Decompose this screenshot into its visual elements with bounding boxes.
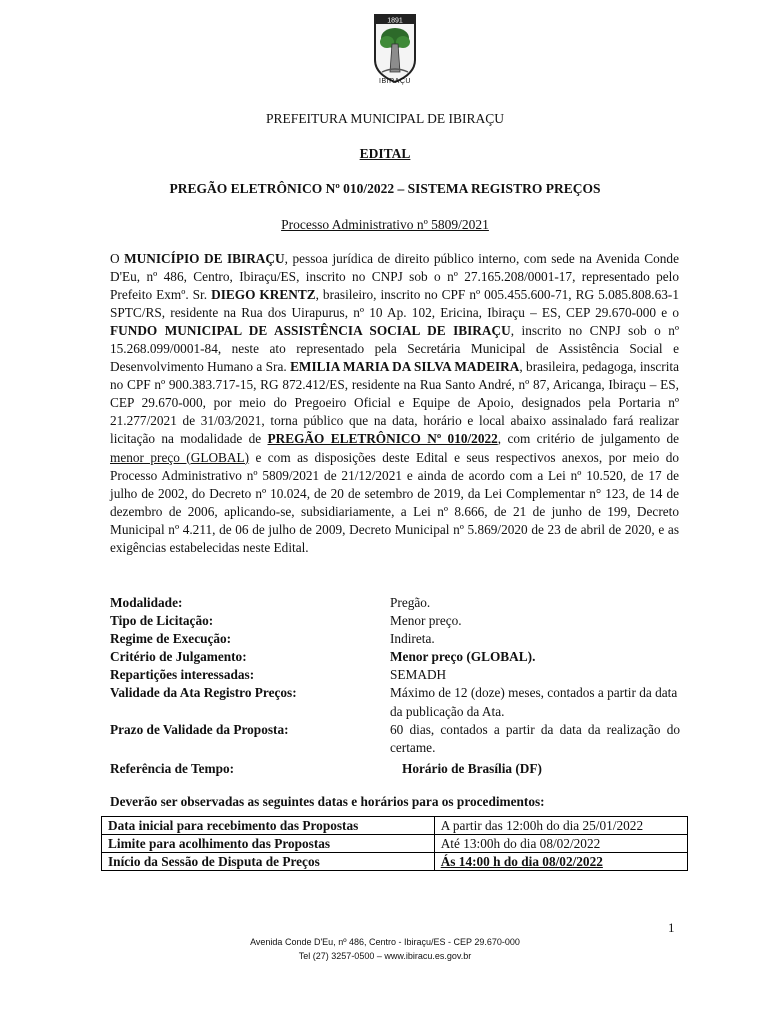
- info-value: Máximo de 12 (doze) meses, contados a partir da data da publicação da Ata.: [390, 685, 678, 719]
- prefeito-name: DIEGO KRENTZ: [211, 287, 316, 303]
- date-label: Data inicial para recebimento das Propostas: [102, 817, 435, 835]
- info-value: 60 dias, contados a partir da data da realização do certame.: [390, 721, 680, 755]
- info-row: [110, 721, 680, 757]
- table-row: [102, 835, 688, 853]
- table-row: [102, 853, 688, 871]
- bidding-info-list: [110, 594, 680, 778]
- info-value: Menor preço.: [390, 613, 462, 629]
- info-label: Regime de Execução:: [110, 631, 232, 647]
- info-label: Modalidade:: [110, 595, 183, 610]
- info-label: Validade da Ata Registro Preços:: [110, 685, 297, 701]
- document-type-title: EDITAL: [359, 146, 411, 161]
- info-row: [110, 630, 680, 648]
- info-label: Repartições interessadas:: [110, 667, 255, 683]
- footer-contact: Tel (27) 3257-0500 – www.ibiracu.es.gov.br: [298, 951, 472, 961]
- process-number: Processo Administrativo nº 5809/2021: [281, 217, 489, 232]
- logo-year: 1891: [387, 17, 403, 25]
- info-label: Critério de Julgamento:: [110, 649, 247, 665]
- date-value: A partir das 12:00h do dia 25/01/2022: [434, 817, 687, 835]
- intro-paragraph: O MUNICÍPIO DE IBIRAÇU, pessoa jurídica de direito público interno, com sede na Avenida Conde D'Eu, nº 486, Centro, Ibiraçu/ES, inscrito no CNPJ sob o nº 27.165.208/0001-17, representado pelo Prefeito Exmº. Sr. DIEGO KRENTZ, brasileiro, inscrito no CPF nº 005.455.600-71, RG 5.085.808.63-1 SPTC/RS, residente na Rua dos Uirapurus, nº 10 Ap. 102, Ericina, Ibiraçu – ES, CEP 29.670-000 e o FUNDO MUNICIPAL DE ASSISTÊNCIA SOCIAL DE IBIRAÇU, inscrito no CNPJ sob o nº 15.268.099/0001-84, neste ato representado pela Secretária Municipal de Assistência Social e Desenvolvimento Humano a Sra. EMILIA MARIA DA SILVA MADEIRA, brasileira, pedagoga, inscrita no CPF nº 900.383.717-15, RG 872.412/ES, residente na Rua Santo André, nº 87, Aricanga, Ibiraçu – ES, CEP 29.670-000, por meio do Pregoeiro Oficial e Equipe de Apoio, designados pela Portaria nº 21.277/2021 de 31/03/2021, torna público que na data, horário e local abaixo assinalado fará realizar licitação na modalidade de PREGÃO ELETRÔNICO Nº 010/2022, com critério de julgamento de menor preço (GLOBAL) e com as disposições deste Edital e seus respectivos anexos, por meio do Processo Administrativo nº 5809/2021 de 21/12/2021 e ainda de acordo com a Lei nº 10.520, de 17 de julho de 2002, do Decreto nº 10.024, de 20 de setembro de 2019, da Lei Complementar n° 123, de 14 de dezembro de 2006, aplicando-se, subsidiariamente, a Lei nº 8.666, de 21 de junho de 199, Decreto Municipal nº 4.211, de 06 de julho de 2009, Decreto Municipal nº 5.869/2020 de 23 de abril de 2020, e as exigências estabelecidas neste Edital.: [110, 251, 680, 555]
- info-row: [110, 760, 680, 778]
- date-value: Ás 14:00 h do dia 08/02/2022: [434, 853, 687, 871]
- date-label: Início da Sessão de Disputa de Preços: [102, 853, 435, 871]
- info-value: Indireta.: [390, 631, 435, 647]
- date-label: Limite para acolhimento das Propostas: [102, 835, 435, 853]
- fundo-name: FUNDO MUNICIPAL DE ASSISTÊNCIA SOCIAL DE IBIRAÇU: [110, 323, 511, 339]
- logo-caption: IBIRAÇU: [379, 78, 411, 85]
- info-row: [110, 648, 680, 666]
- footer-address: Avenida Conde D'Eu, nº 486, Centro - Ibiraçu/ES - CEP 29.670-000: [250, 937, 520, 947]
- page-number: 1: [668, 920, 675, 935]
- info-row: [110, 612, 680, 630]
- menor-preco-highlight: menor preço (GLOBAL): [110, 449, 250, 465]
- modalidade-highlight: PREGÃO ELETRÔNICO Nº 010/2022: [267, 431, 498, 447]
- info-value: Menor preço (GLOBAL).: [390, 649, 536, 665]
- pregao-title: PREGÃO ELETRÔNICO Nº 010/2022 – SISTEMA REGISTRO PREÇOS: [169, 181, 601, 196]
- info-row: [110, 666, 680, 684]
- dates-intro: Deverão ser observadas as seguintes datas e horários para os procedimentos:: [110, 794, 545, 809]
- info-label: Referência de Tempo:: [110, 760, 235, 776]
- municipio-name: MUNICÍPIO DE IBIRAÇU: [124, 251, 285, 266]
- info-row: [110, 594, 680, 612]
- date-value: Até 13:00h do dia 08/02/2022: [434, 835, 687, 853]
- info-row: [110, 684, 680, 720]
- info-label: Tipo de Licitação:: [110, 613, 214, 629]
- secretaria-name: EMILIA MARIA DA SILVA MADEIRA: [290, 359, 520, 375]
- table-row: [102, 817, 688, 835]
- institution-name: PREFEITURA MUNICIPAL DE IBIRAÇU: [266, 111, 504, 126]
- info-value: SEMADH: [390, 667, 447, 683]
- info-value: Horário de Brasília (DF): [402, 760, 542, 776]
- info-label: Prazo de Validade da Proposta:: [110, 721, 289, 737]
- info-value: Pregão.: [390, 595, 431, 610]
- dates-table: [101, 816, 688, 871]
